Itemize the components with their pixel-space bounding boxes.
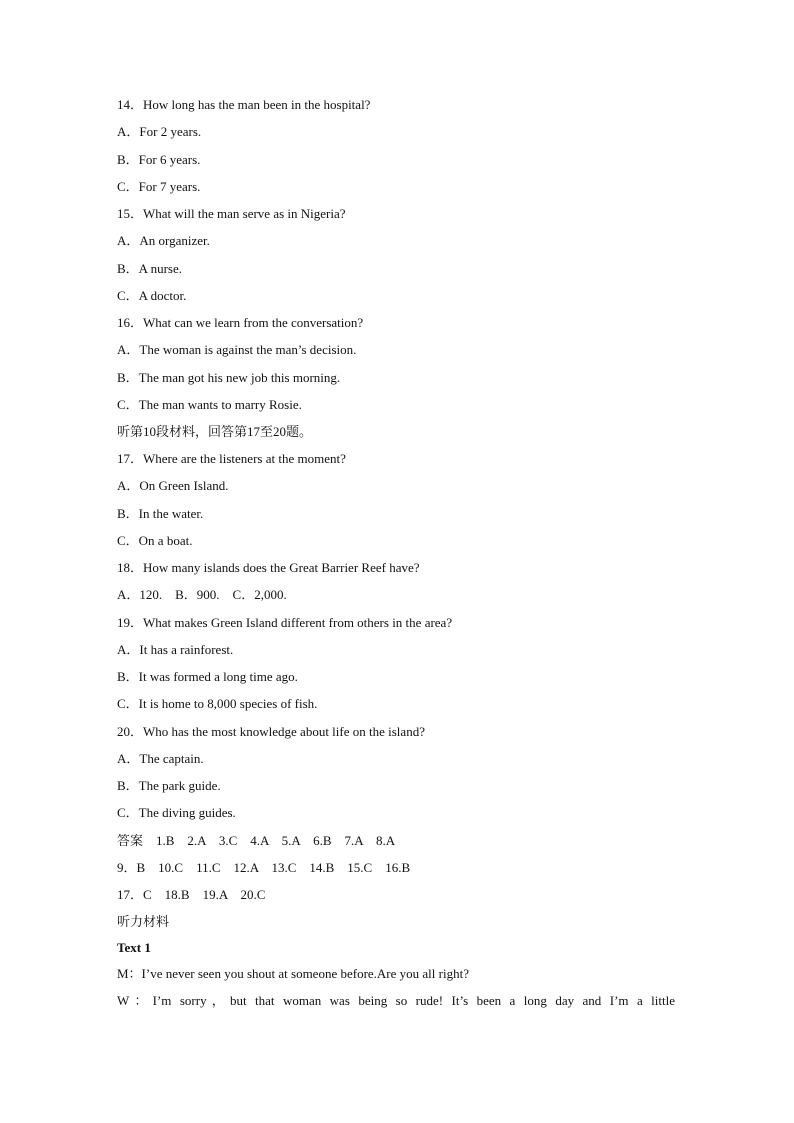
answer-key-line-1: 答案 1.B 2.A 3.C 4.A 5.A 6.B 7.A 8.A <box>117 833 396 848</box>
q15-option-c: C．A doctor. <box>117 288 187 303</box>
question-17: 17．Where are the listeners at the moment? <box>117 451 346 466</box>
dialogue-w-line: W：I’m sorry，but that woman was being so rude! It’s been a long day and I’m a little <box>117 993 675 1008</box>
q19-option-b: B．It was formed a long time ago. <box>117 669 298 684</box>
answer-key-line-2: 9．B 10.C 11.C 12.A 13.C 14.B 15.C 16.B <box>117 860 411 875</box>
answer-key-line-3: 17．C 18.B 19.A 20.C <box>117 887 266 902</box>
q15-option-b: B．A nurse. <box>117 261 183 276</box>
q14-option-c: C．For 7 years. <box>117 179 201 194</box>
question-16: 16．What can we learn from the conversation? <box>117 315 364 330</box>
question-18: 18．How many islands does the Great Barrier Reef have? <box>117 560 420 575</box>
dialogue-m-line: M：I’ve never seen you shout at someone before.Are you all right? <box>117 966 469 981</box>
q16-option-a: A．The woman is against the man’s decision. <box>117 342 357 357</box>
q17-option-b: B．In the water. <box>117 506 204 521</box>
q19-option-c: C．It is home to 8,000 species of fish. <box>117 696 318 711</box>
q14-option-a: A．For 2 years. <box>117 124 202 139</box>
q17-option-c: C．On a boat. <box>117 533 193 548</box>
q15-option-a: A．An organizer. <box>117 233 210 248</box>
text-1-heading: Text 1 <box>117 940 151 955</box>
q20-option-b: B．The park guide. <box>117 778 221 793</box>
q20-option-a: A．The captain. <box>117 751 204 766</box>
question-20: 20．Who has the most knowledge about life on the island? <box>117 724 425 739</box>
q14-option-b: B．For 6 years. <box>117 152 201 167</box>
section-instruction: 听第10段材料，回答第17至20题。 <box>117 424 313 439</box>
q17-option-a: A．On Green Island. <box>117 478 229 493</box>
question-15: 15．What will the man serve as in Nigeria? <box>117 206 346 221</box>
q16-option-b: B．The man got his new job this morning. <box>117 370 341 385</box>
q16-option-c: C．The man wants to marry Rosie. <box>117 397 302 412</box>
q18-options: A．120. B．900. C．2,000. <box>117 587 287 602</box>
question-19: 19．What makes Green Island different from others in the area? <box>117 615 453 630</box>
q19-option-a: A．It has a rainforest. <box>117 642 234 657</box>
q20-option-c: C．The diving guides. <box>117 805 236 820</box>
question-14: 14．How long has the man been in the hospital? <box>117 97 371 112</box>
listening-material-heading: 听力材料 <box>117 914 170 929</box>
